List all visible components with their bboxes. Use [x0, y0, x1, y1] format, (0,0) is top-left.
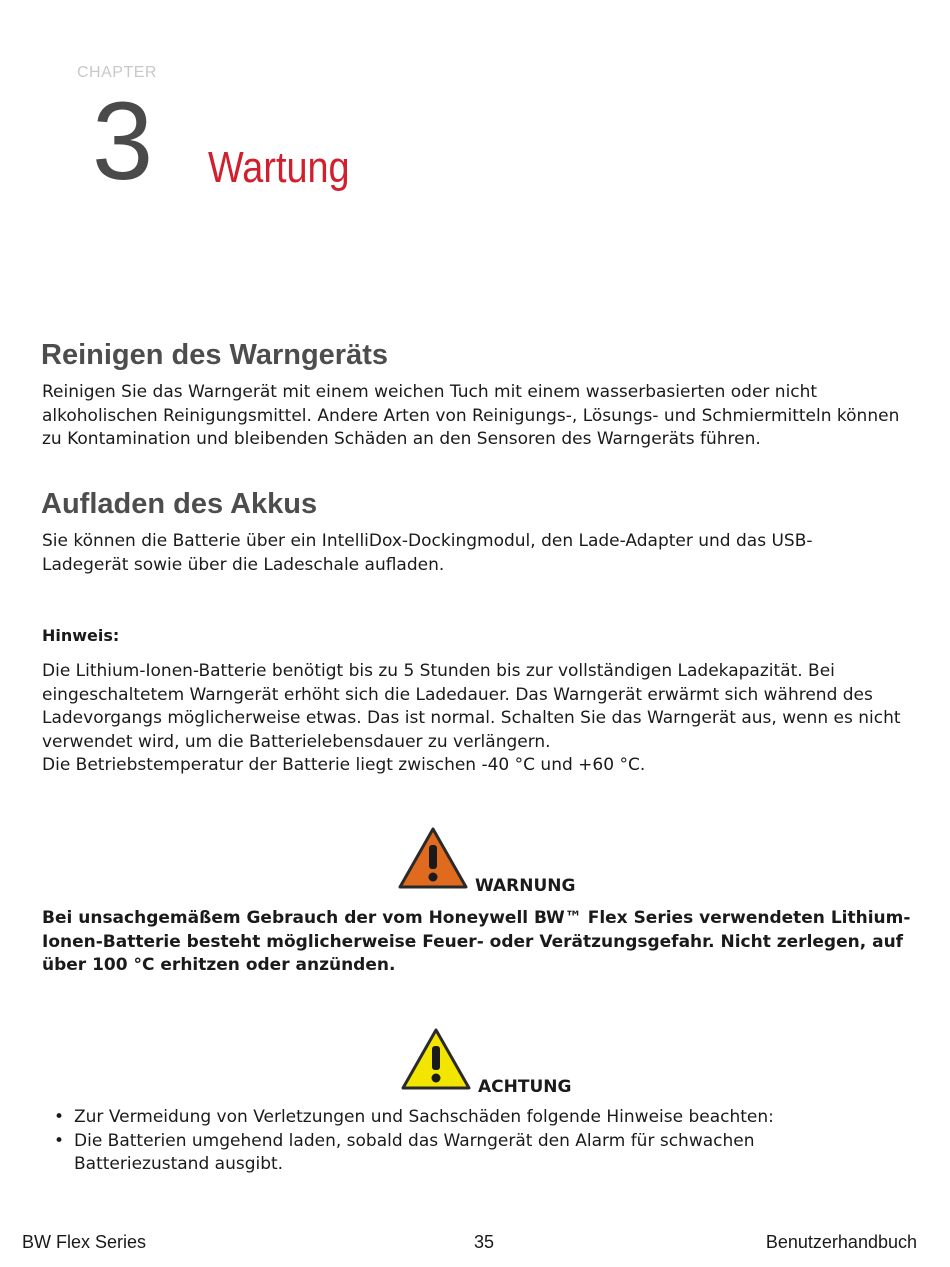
charging-body: Sie können die Batterie über ein IntelliDox-Dockingmodul, den Lade-Adapter und das USB-Ladegerät sowie über die Ladeschale aufladen. — [42, 531, 813, 575]
note-body: Die Lithium-Ionen-Batterie benötigt bis zu 5 Stunden bis zur vollständigen Ladekapazität. Bei eingeschaltetem Warngerät erhöht sich die Ladedauer. Das Warngerät erwärmt sich während des Ladevorgangs möglicherweise etwas. Das ist normal. Schalten Sie das Warngerät aus, wenn es nicht verwendet wird, um die Batterielebensdauer zu verlängern. — [42, 661, 901, 752]
footer-manual: Benutzerhandbuch — [765, 1232, 917, 1252]
note-temperature: Die Betriebstemperatur der Batterie liegt zwischen -40 °C und +60 °C. — [42, 755, 646, 775]
cleaning-body: Reinigen Sie das Warngerät mit einem weichen Tuch mit einem wasserbasierten oder nicht alkoholischen Reinigungsmittel. Andere Arten von Reinigungs-, Lösungs- und Schmiermitteln können zu Kontamination und bleibenden Schäden an den Sensoren des Warngeräts führen. — [42, 382, 900, 449]
caution-item-text: Die Batterien umgehend laden, sobald das Warngerät den Alarm für schwachen Batteriezustand ausgibt. — [74, 1130, 755, 1174]
warning-label: WARNUNG — [475, 876, 576, 896]
caution-label: ACHTUNG — [478, 1077, 572, 1097]
warning-triangle-icon — [397, 826, 469, 894]
warning-header — [397, 826, 575, 894]
section-heading-charging: Aufladen des Akkus — [41, 488, 318, 520]
caution-triangle-icon — [400, 1027, 472, 1095]
footer-product: BW Flex Series — [22, 1232, 147, 1252]
caution-list — [42, 1106, 922, 1177]
chapter-title: Wartung — [208, 143, 350, 192]
caution-header — [400, 1027, 571, 1095]
bullet-icon: • — [54, 1130, 65, 1151]
chapter-number: 3 — [92, 80, 154, 203]
warning-body: Bei unsachgemäßem Gebrauch der vom Honeywell BW™ Flex Series verwendeten Lithium-Ionen-Batterie besteht möglicherweise Feuer- oder Verätzungsgefahr. Nicht zerlegen, auf über 100 °C erhitzen oder anzünden. — [42, 908, 911, 975]
section-heading-cleaning: Reinigen des Warngeräts — [41, 339, 389, 371]
caution-item-text: Zur Vermeidung von Verletzungen und Sachschäden folgende Hinweise beachten: — [74, 1107, 774, 1127]
chapter-label: CHAPTER — [77, 64, 157, 81]
bullet-icon: • — [54, 1107, 65, 1127]
list-item — [42, 1130, 834, 1177]
footer-page-number: 35 — [474, 1232, 495, 1252]
list-item — [42, 1106, 834, 1130]
note-label: Hinweis: — [42, 626, 120, 645]
